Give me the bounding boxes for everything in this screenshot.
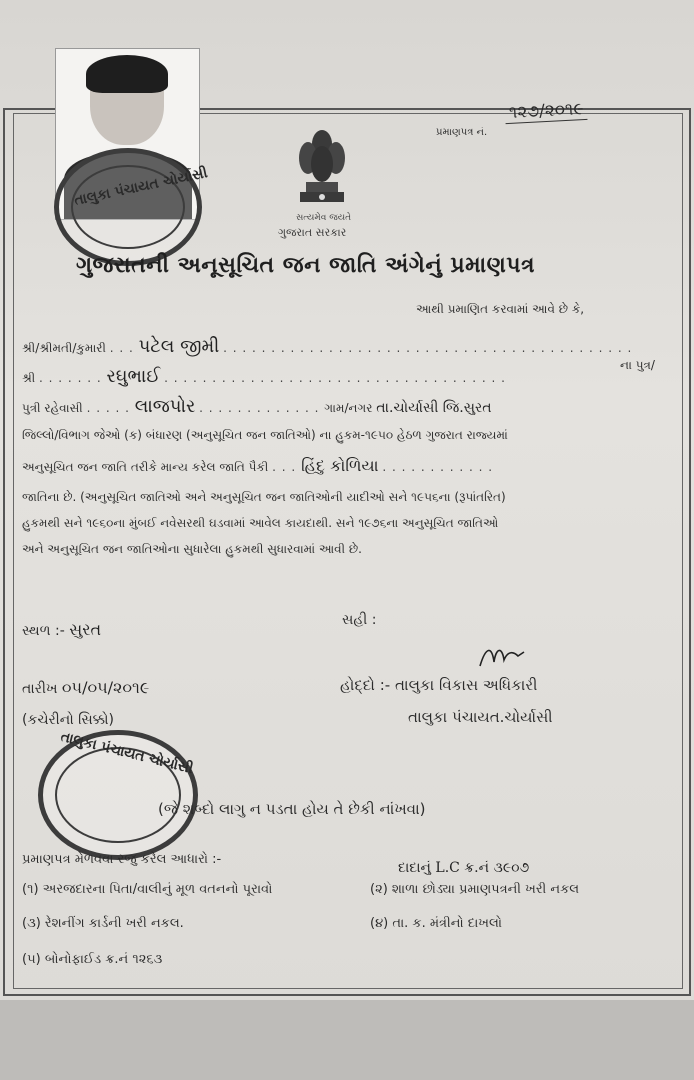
recognized-text: અનુસૂચિત જન જાતિ તરીકે માન્ય કરેલ જાતિ પૈકી [22, 460, 269, 474]
certificate-title: ગુજરાતની અનૂસૂચિત જન જાતિ અંગેનું પ્રમાણપત્ર [76, 253, 536, 278]
father-value: રઘુભાઈ [106, 366, 161, 387]
sign-label: સહી : [342, 612, 377, 628]
government-name: ગુજરાત સરકાર [278, 226, 347, 239]
officer-signature [478, 642, 528, 672]
document-item-4: (૪) તા. ક. મંત્રીનો દાખલો [370, 916, 503, 931]
resident-line: પુત્રી રહેવાસી . . . . . લાજપોર . . . . . . . . . . . . . ગામ/નગર તા.ચોર્યાસી જિ.સુરત [22, 396, 492, 417]
place-label: સ્થળ :- [22, 623, 65, 639]
designation-label: હોદ્દો :- [340, 676, 391, 694]
certificate-no-label: પ્રમાણપત્ર નં. [436, 127, 488, 138]
national-emblem-icon [292, 122, 352, 210]
village-value: તા.ચોર્યાસી જિ.સુરત [376, 400, 492, 416]
legal-paragraph [22, 484, 662, 562]
photo-stamp-text: તાલુકા પંચાયત ચોર્યાસી [72, 165, 209, 209]
date-value: ૦૫/૦૫/૨૦૧૯ [61, 678, 150, 697]
document-item-3: (૩) રેશનીંગ કાર્ડની ખરી નકલ. [22, 916, 184, 931]
strike-note: (જે શબ્દો લાગુ ન પડતા હોય તે છેકી નાંખવા) [158, 800, 426, 818]
name-label: શ્રી/શ્રીમતી/કુમારી [22, 341, 106, 355]
photo-stamp [54, 148, 209, 266]
village-label: ગામ/નગર [324, 401, 373, 415]
document-item-1: (૧) અરજદારના પિતા/વાલીનું મૂળ વતનનો પૂરાવો [22, 882, 273, 897]
designation-line [340, 676, 537, 694]
emblem-caption: સત્યમેવ જયતે [296, 213, 352, 223]
place-line [22, 620, 101, 640]
resident-label: પુત્રી રહેવાસી [22, 401, 83, 415]
background-surface [0, 1000, 694, 1080]
office-seal-label: (કચેરીનો સિક્કો) [22, 712, 114, 728]
son-daughter-label: ના પુત્ર/ [620, 358, 655, 372]
office-value: તાલુકા પંચાયત.ચોર્યાસી [408, 708, 553, 726]
office-seal [38, 730, 198, 860]
paragraph-line-1: જાતિના છે. (અનુસૂચિત જાતિઓ અને અનુસૂચિત જન જાતિઓની યાદીઓ સને ૧૯૫૬ના (રૂપાંતરિત) [22, 490, 506, 504]
paragraph-line-2: હુકમથી સને ૧૯૬૦ના મુંબઈ નવેસરથી ઘડવામાં આવેલ કાયદાથી. સને ૧૯૭૬ના અનુસૂચિત જાતિઓ [22, 516, 499, 530]
designation-value: તાલુકા વિકાસ અધિકારી [394, 676, 538, 694]
father-line: શ્રી . . . . . . . રઘુભાઈ . . . . . . . . . . . . . . . . . . . . . . . . . . . . . . . . . . . . [22, 366, 506, 387]
lc-annotation: દાદાનું L.C ક્ર.નં ૩૯૦૭ [398, 860, 530, 876]
documents-heading: પ્રમાણપત્ર મેળવવા રજુ કરેલ આધારો :- [22, 852, 222, 867]
document-item-5: (૫) બોનોફાઈડ ક્ર.નં ૧૨૬૩ [22, 952, 163, 967]
district-text: જિલ્લો/વિભાગ જેઓ (ક) બંધારણ (અનુસૂચિત જન જાતિઓ) ના હુકમ-૧૯૫૦ હેઠળ ગુજરાત રાજ્યમાં [22, 428, 508, 442]
resident-value: લાજપોર [134, 396, 196, 417]
tribe-line: અનુસૂચિત જન જાતિ તરીકે માન્ય કરેલ જાતિ પૈકી . . . હિંદુ કોળિયા . . . . . . . . . . . . [22, 456, 494, 475]
date-label: તારીખ [22, 681, 58, 697]
certificate-no-value: ૧૨૭/૨૦૧૯ [505, 99, 588, 124]
name-value: પટેલ જીમી [138, 336, 220, 357]
father-label: શ્રી [22, 371, 36, 385]
date-line [22, 678, 149, 698]
tribe-value: હિંદુ કોળિયા [301, 456, 379, 475]
document-item-2: (૨) શાળા છોડ્યા પ્રમાણપત્રની ખરી નકલ [370, 882, 580, 897]
place-value: સુરત [69, 620, 102, 639]
attest-line: આથી પ્રમાણિત કરવામાં આવે છે કે, [416, 302, 585, 316]
office-seal-text: તાલુકા પંચાયત ચોર્યાસી [59, 728, 195, 778]
name-line: શ્રી/શ્રીમતી/કુમારી . . . પટેલ જીમી . . . . . . . . . . . . . . . . . . . . . . . . . . . . . . . . . . . . . . . . . . . [22, 336, 633, 357]
paragraph-line-3: અને અનુસૂચિત જન જાતિઓના સુધારેલા હુકમથી સુધારવામાં આવી છે. [22, 542, 362, 556]
